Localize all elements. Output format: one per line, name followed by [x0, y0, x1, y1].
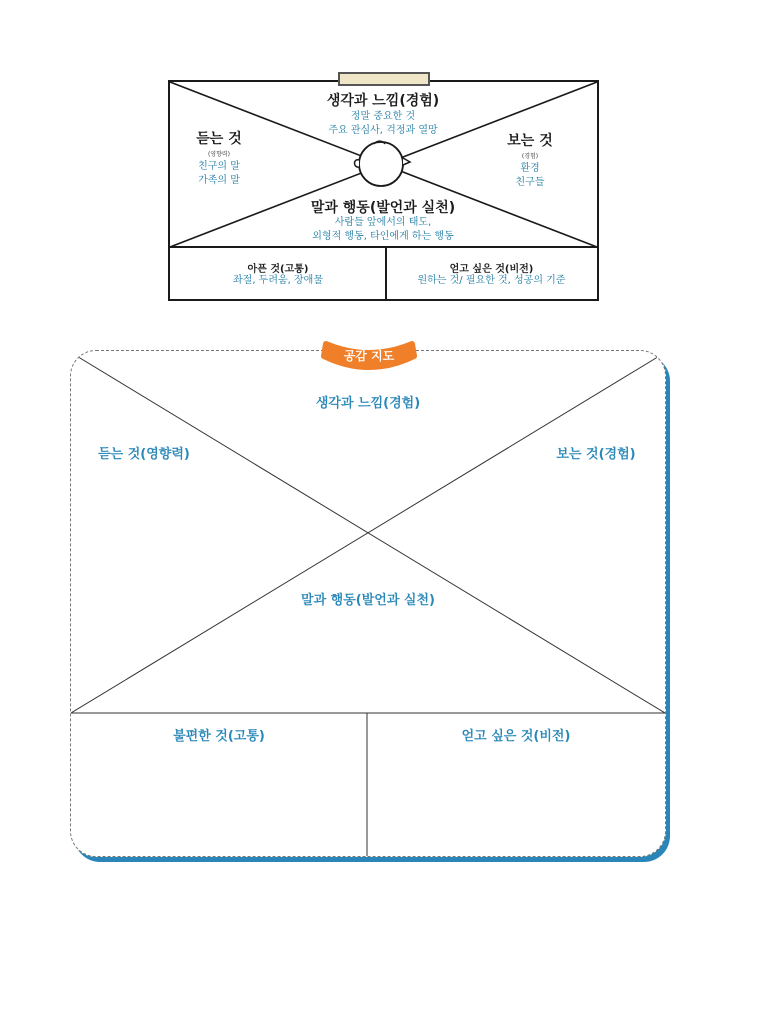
- ref-hear-line-1: 친구의 말: [198, 161, 240, 172]
- template-pain-label: 불편한 것(고통): [173, 729, 265, 744]
- ref-gain-text: 원하는 것/ 필요한 것, 성공의 기준: [417, 275, 566, 286]
- ref-see-small: (경험): [521, 153, 539, 160]
- ref-see-title: 보는 것: [507, 133, 553, 149]
- ref-say-do-title: 말과 행동(발언과 실천): [310, 200, 456, 216]
- empathy-map-badge: [318, 338, 420, 372]
- ref-gain-title: 얻고 싶은 것(비전): [449, 264, 534, 275]
- template-say-do-label: 말과 행동(발언과 실천): [301, 593, 435, 608]
- ref-think-feel-line-2: 주요 관심사, 걱정과 열망: [328, 125, 438, 136]
- ref-see-line-1: 환경: [520, 163, 540, 174]
- reference-empathy-map: [168, 80, 599, 301]
- template-think-feel-label: 생각과 느낌(경험): [315, 396, 421, 411]
- ref-hear-line-2: 가족의 말: [198, 175, 240, 186]
- empathy-map-template: [70, 350, 666, 857]
- ref-hear-title: 듣는 것: [196, 131, 242, 147]
- ref-say-do-line-1: 사람들 앞에서의 태도,: [334, 217, 432, 228]
- ref-think-feel-title: 생각과 느낌(경험): [326, 93, 440, 109]
- ref-see-line-2: 친구들: [515, 177, 545, 188]
- template-gain-label: 얻고 싶은 것(비전): [461, 729, 571, 744]
- ref-pain-title: 아픈 것(고통): [247, 264, 309, 275]
- person-head-icon: [350, 138, 412, 190]
- reference-map-tab: [338, 72, 430, 86]
- template-hear-label: 듣는 것(영향력): [98, 447, 190, 462]
- ref-pain-text: 좌절, 두려움, 장애물: [233, 275, 323, 286]
- ref-hear-small: (영향력): [207, 151, 231, 158]
- ref-think-feel-line-1: 정말 중요한 것: [350, 111, 416, 122]
- ref-say-do-line-2: 외형적 행동, 타인에게 하는 행동: [312, 231, 454, 242]
- template-see-label: 보는 것(경험): [556, 447, 636, 462]
- badge-label: 공감 지도: [343, 349, 395, 363]
